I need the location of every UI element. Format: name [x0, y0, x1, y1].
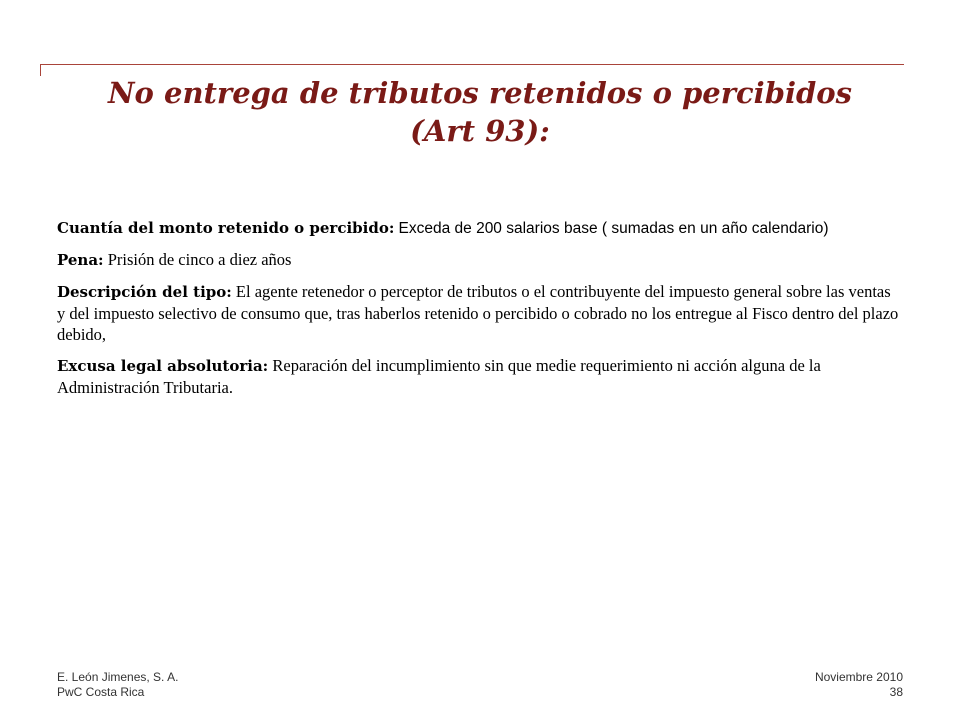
paragraph-label: Pena:: [57, 251, 104, 269]
paragraph-cuantia: [57, 217, 902, 239]
paragraph-excusa: [57, 355, 902, 398]
footer-firm: PwC Costa Rica: [57, 685, 145, 699]
slide-title-line-2: (Art 93):: [410, 114, 550, 148]
paragraph-label: Cuantía del monto retenido o percibido:: [57, 219, 395, 237]
paragraph-text: Prisión de cinco a diez años: [107, 250, 292, 269]
paragraph-pena: [57, 249, 902, 271]
paragraph-text: El agente retenedor o perceptor de tributos o el contribuyente del impuesto general sobre las ventas y del impuesto selectivo de consumo que, tras haberlos retenido o percibido o cobrado no los entregue al Fisco dentro del plazo debido,: [57, 282, 899, 344]
footer-right: [815, 670, 903, 700]
footer-company: E. León Jimenes, S. A.: [57, 670, 179, 684]
paragraph-descripcion: [57, 281, 902, 345]
slide-body: [57, 217, 902, 408]
paragraph-label: Descripción del tipo:: [57, 283, 232, 301]
footer-date: Noviembre 2010: [814, 670, 903, 684]
paragraph-text: Exceda de 200 salarios base ( sumadas en un año calendario): [398, 220, 829, 237]
footer-page-number: 38: [889, 685, 903, 699]
paragraph-label: Excusa legal absolutoria:: [57, 357, 269, 375]
slide-title: [40, 74, 920, 150]
footer-left: [57, 670, 178, 700]
slide-title-line-1: No entrega de tributos retenidos o percibidos: [108, 76, 852, 110]
paragraph-text: Reparación del incumplimiento sin que medie requerimiento ni acción alguna de la Administración Tributaria.: [57, 356, 821, 397]
top-rule: [40, 64, 904, 65]
